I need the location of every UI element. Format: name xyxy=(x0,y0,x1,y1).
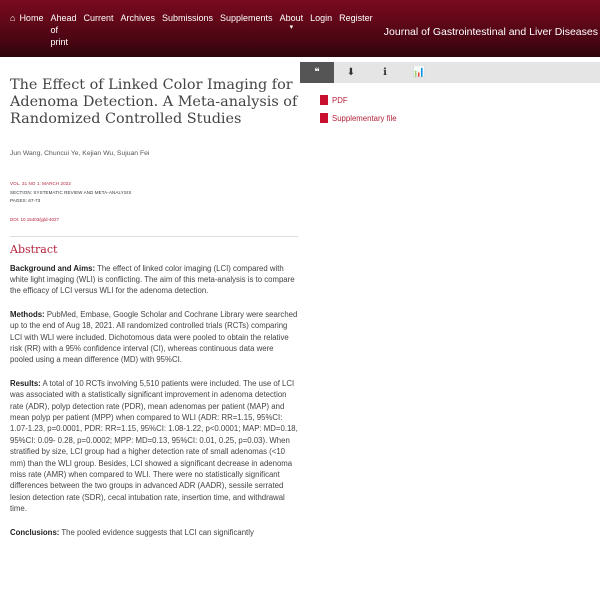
results-label: Results: xyxy=(10,378,41,388)
nav-home-label: Home xyxy=(19,13,44,23)
nav-home[interactable] xyxy=(10,12,43,48)
nav-ahead-of-print[interactable]: Ahead of print xyxy=(50,13,77,47)
tab-download[interactable] xyxy=(334,62,368,83)
pdf-icon xyxy=(320,95,328,105)
abstract-conclusions xyxy=(10,527,298,538)
download-links xyxy=(320,95,600,123)
tab-stats[interactable] xyxy=(402,62,436,83)
divider xyxy=(10,236,298,237)
results-text: A total of 10 RCTs involving 5,510 patients were included. The use of LCI was associated with a statistically significant improvement in adenoma detection rate (ADR), polyp detection rate (PDR), mean adenomas per patient (MAP) and mean polyp per patient (MPP) when compared to WLI (ADR: RR=1.15, 95%CI: 1.07-1.23, p=0.0001, PDR: RR=1.15, 95%CI: 1.08-1.22, p<0.0001; MAP: MD=0.18, 95%CI: 0.09- 0.28, p=0.0002; MPP: MD=0.13, 95%CI: 0.01, 0.25, p=0.03). When stratified by size, LCI group had a higher detection rate of small adenomas (<10 mm) than the WLI group. Besides, LCI showed a significant decrease in adenoma miss rate (AMR) when compared to WLI. There were no statistically significant differences between the two groups in advanced ADR (AADR), sessile serrated lesion detection rate (SDR), cecal intubation rate, insertion time, and withdrawal time. xyxy=(10,378,298,514)
pdf-link-label: PDF xyxy=(332,95,348,105)
article-pages: PAGES: 67-73 xyxy=(10,198,41,203)
download-icon: ⬇ xyxy=(346,67,356,78)
site-header xyxy=(0,0,600,57)
nav-archives[interactable]: Archives xyxy=(120,13,155,23)
article-authors: Jun Wang, Chuncui Ye, Kejian Wu, Sujuan Fei xyxy=(10,150,150,157)
article-main xyxy=(10,57,298,538)
article-volume[interactable]: VOL. 31 NO 1: MARCH 2022 xyxy=(10,181,71,186)
article-doi[interactable]: DOI: 10.15403/jgld-4027 xyxy=(10,216,60,222)
supplementary-link-label: Supplementary file xyxy=(332,113,397,123)
journal-title[interactable]: Journal of Gastrointestinal and Liver Diseases xyxy=(383,26,598,38)
article-meta xyxy=(10,180,298,206)
pdf-icon xyxy=(320,113,328,123)
sidebar-tabs xyxy=(300,62,600,83)
article-section: SECTION: SYSTEMATIC REVIEW AND META-ANALYSIS xyxy=(10,189,132,195)
conclusions-text: The pooled evidence suggests that LCI can significantly xyxy=(59,527,254,537)
methods-text: PubMed, Embase, Google Scholar and Cochrane Library were searched up to the end of Aug 18, 2021. All randomized controlled trials (RCTs) comparing LCI with WLI were included. Dichotomous data were pooled to obtain the relative risk (RR) with a 95% confidence interval (CI), whereas continuous data were pooled using a mean difference (MD) with 95%CI. xyxy=(10,309,298,365)
abstract-methods xyxy=(10,309,298,366)
nav-supplements[interactable]: Supplements xyxy=(220,13,273,23)
quote-icon: ❝ xyxy=(314,67,320,78)
caret-down-icon: ▾ xyxy=(289,24,294,31)
tab-cite[interactable] xyxy=(300,62,334,83)
tab-info[interactable] xyxy=(368,62,402,83)
nav-register[interactable]: Register xyxy=(339,13,373,23)
background-label: Background and Aims: xyxy=(10,263,96,273)
nav-about-label: About xyxy=(279,13,304,23)
nav-about[interactable] xyxy=(280,12,304,48)
article-sidebar xyxy=(300,62,600,131)
pdf-link[interactable] xyxy=(320,95,600,105)
article-title: The Effect of Linked Color Imaging for Adenoma Detection. A Meta-analysis of Randomized Controlled Studies xyxy=(10,77,298,127)
bar-chart-icon: 📊 xyxy=(412,67,426,78)
main-nav xyxy=(10,12,380,48)
nav-submissions[interactable]: Submissions xyxy=(161,13,214,23)
abstract-background xyxy=(10,263,298,297)
abstract-heading: Abstract xyxy=(10,242,58,256)
nav-login[interactable]: Login xyxy=(310,13,333,23)
home-icon: ⌂ xyxy=(10,13,16,23)
nav-current[interactable]: Current xyxy=(83,13,114,23)
conclusions-label: Conclusions: xyxy=(10,527,60,537)
abstract-results xyxy=(10,378,298,515)
supplementary-link[interactable] xyxy=(320,113,600,123)
background-text: The effect of linked color imaging (LCI) compared with white light imaging (WLI) is conflicting. The aim of this meta-analysis is to compare the efficacy of LCI versus WLI for the adenoma detection. xyxy=(10,263,295,296)
methods-label: Methods: xyxy=(10,309,45,319)
info-icon: ℹ xyxy=(383,67,387,78)
